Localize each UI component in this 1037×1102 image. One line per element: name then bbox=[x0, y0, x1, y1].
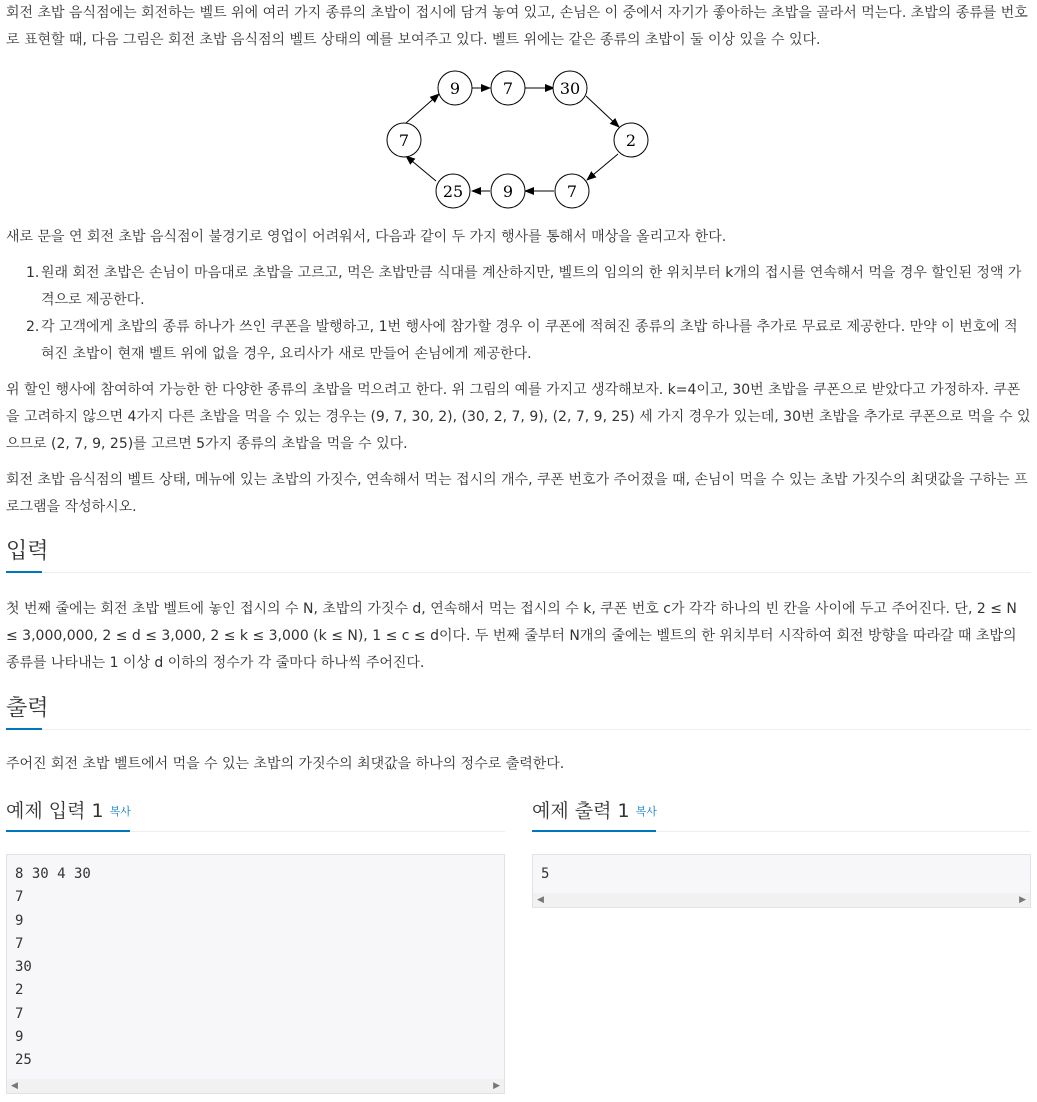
sample-output-title-text: 예제 출력 1 bbox=[532, 800, 630, 822]
copy-sample-output-link[interactable]: 복사 bbox=[635, 805, 657, 818]
belt-plate-label: 7 bbox=[502, 79, 514, 98]
belt-plate-label: 2 bbox=[625, 131, 637, 150]
sample-input-title-text: 예제 입력 1 bbox=[6, 800, 104, 822]
horizontal-scrollbar[interactable] bbox=[7, 1079, 504, 1093]
belt-arrow bbox=[587, 154, 618, 180]
copy-sample-input-link[interactable]: 복사 bbox=[109, 805, 131, 818]
sample-input-content: 8 30 4 30 7 9 7 30 2 7 9 25 bbox=[15, 866, 91, 1069]
horizontal-scrollbar[interactable] bbox=[533, 893, 1030, 907]
section-underline bbox=[532, 830, 656, 832]
section-underline bbox=[6, 571, 42, 573]
section-underline bbox=[6, 830, 130, 832]
sample-input-title bbox=[6, 796, 131, 827]
section-divider bbox=[6, 729, 1031, 730]
output-section-title: 출력 bbox=[6, 696, 49, 721]
scroll-left-icon[interactable]: ◀ bbox=[11, 1081, 18, 1091]
section-divider bbox=[6, 572, 1031, 573]
sample-output-title bbox=[532, 796, 657, 827]
sample-output-content: 5 bbox=[541, 866, 550, 882]
sample-input-box[interactable] bbox=[6, 854, 505, 1094]
section-underline bbox=[6, 728, 42, 730]
scroll-left-icon[interactable]: ◀ bbox=[537, 895, 544, 905]
list-number: 2. bbox=[26, 319, 40, 335]
belt-plate-label: 9 bbox=[502, 182, 514, 201]
scroll-right-icon[interactable]: ▶ bbox=[1019, 895, 1026, 905]
scroll-right-icon[interactable]: ▶ bbox=[493, 1081, 500, 1091]
sample-output-box[interactable] bbox=[532, 854, 1031, 908]
task-paragraph: 회전 초밥 음식점의 벨트 상태, 메뉴에 있는 초밥의 가짓수, 연속해서 먹는 접시의 개수, 쿠폰 번호가 주어졌을 때, 손님이 먹을 수 있는 초밥 가짓수의 최댓값을 구하는 프로그램을 작성하시오. bbox=[6, 472, 1028, 515]
event-list-item bbox=[26, 260, 1031, 314]
event-list-item bbox=[26, 314, 1031, 368]
belt-arrow bbox=[406, 156, 436, 181]
belt-arrow bbox=[586, 96, 619, 127]
belt-plate-label: 25 bbox=[442, 182, 464, 201]
list-text: 원래 회전 초밥은 손님이 마음대로 초밥을 고르고, 먹은 초밥만큼 식대를 계산하지만, 벨트의 임의의 한 위치부터 k개의 접시를 연속해서 먹을 경우 할인된 정액 가격으로 제공한다. bbox=[41, 265, 1022, 308]
events-intro: 새로 문을 연 회전 초밥 음식점이 불경기로 영업이 어려워서, 다음과 같이 두 가지 행사를 통해서 매상을 올리고자 한다. bbox=[6, 229, 727, 245]
sushi-belt-diagram bbox=[380, 60, 670, 215]
belt-plate-label: 9 bbox=[449, 79, 461, 98]
list-text: 각 고객에게 초밥의 종류 하나가 쓰인 쿠폰을 발행하고, 1번 행사에 참가할 경우 이 쿠폰에 적혀진 종류의 초밥 하나를 추가로 무료로 제공한다. 만약 이 번호에 적혀진 초밥이 현재 벨트 위에 없을 경우, 요리사가 새로 만들어 손님에게 제공한다. bbox=[41, 319, 1018, 362]
list-number: 1. bbox=[26, 265, 40, 281]
belt-plate-label: 7 bbox=[566, 182, 578, 201]
belt-arrow bbox=[406, 94, 439, 123]
input-description: 첫 번째 줄에는 회전 초밥 벨트에 놓인 접시의 수 N, 초밥의 가짓수 d, 연속해서 먹는 접시의 수 k, 쿠폰 번호 c가 각각 하나의 빈 칸을 사이에 두고 주어진다. 단, 2 ≤ N ≤ 3,000,000, 2 ≤ d ≤ 3,000, 2 ≤ k ≤ 3,000 (k ≤ N), 1 ≤ c ≤ d이다. 두 번째 줄부터 N개의 줄에는 벨트의 한 위치부터 시작하여 회전 방향을 따라갈 때 초밥의 종류를 나타내는 1 이상 d 이하의 정수가 각 줄마다 하나씩 주어진다. bbox=[6, 601, 1017, 671]
intro-paragraph: 회전 초밥 음식점에는 회전하는 벨트 위에 여러 가지 종류의 초밥이 접시에 담겨 놓여 있고, 손님은 이 중에서 자기가 좋아하는 초밥을 골라서 먹는다. 초밥의 종류를 번호로 표현할 때, 다음 그림은 회전 초밥 음식점의 벨트 상태의 예를 보여주고 있다. 벨트 위에는 같은 종류의 초밥이 둘 이상 있을 수 있다. bbox=[6, 5, 1028, 48]
example-paragraph: 위 할인 행사에 참여하여 가능한 한 다양한 종류의 초밥을 먹으려고 한다. 위 그림의 예를 가지고 생각해보자. k=4이고, 30번 초밥을 쿠폰으로 받았다고 가정하자. 쿠폰을 고려하지 않으면 4가지 다른 초밥을 먹을 수 있는 경우는 (9, 7, 30, 2), (30, 2, 7, 9), (2, 7, 9, 25) 세 가지 경우가 있는데, 30번 초밥을 추가로 쿠폰으로 먹을 수 있으므로 (2, 7, 9, 25)를 고르면 5가지 종류의 초밥을 먹을 수 있다. bbox=[6, 382, 1031, 452]
output-description: 주어진 회전 초밥 벨트에서 먹을 수 있는 초밥의 가짓수의 최댓값을 하나의 정수로 출력한다. bbox=[6, 756, 565, 772]
belt-plate-label: 7 bbox=[398, 131, 410, 150]
input-section-title: 입력 bbox=[6, 539, 49, 564]
belt-plate-label: 30 bbox=[559, 79, 581, 98]
